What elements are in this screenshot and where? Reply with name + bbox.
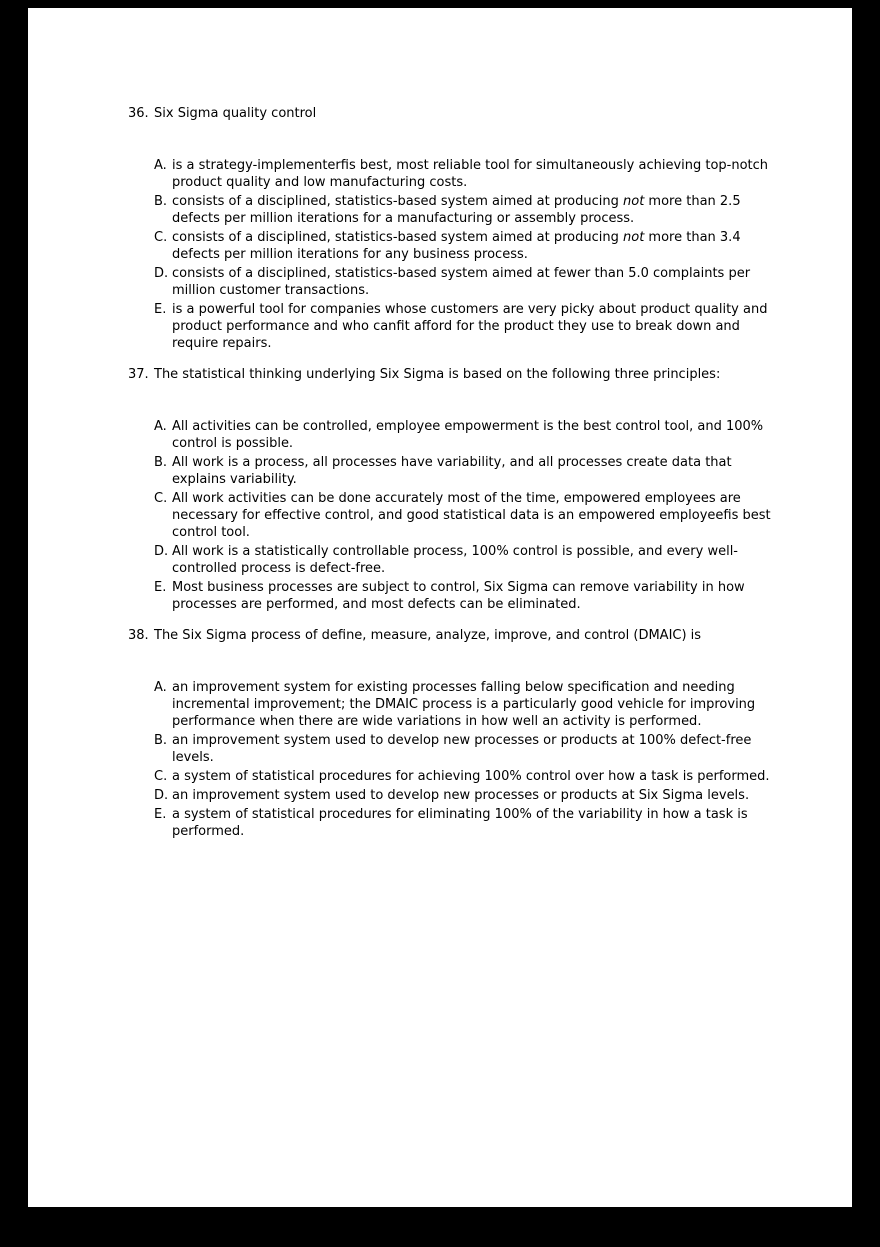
option-text: consists of a disciplined, statistics-based system aimed at fewer than 5.0 complaints per million customer transactions. (172, 266, 751, 298)
document-page (28, 8, 852, 1207)
question-number: 37. (128, 367, 149, 382)
options-list (128, 157, 780, 352)
option-text: consists of a disciplined, statistics-based system aimed at producing not more than 2.5 defects per million iterations for a manufacturing or assembly process. (172, 194, 741, 226)
option-text: an improvement system for existing processes falling below specification and needing incremental improvement; the DMAIC process is a particularly good vehicle for improving performance when there are wide variations in how well an activity is performed. (172, 680, 756, 729)
questions-container (128, 105, 832, 840)
option-text: is a strategy-implementerfis best, most reliable tool for simultaneously achieving top-notch product quality and low manufacturing costs. (172, 158, 769, 190)
option-row (154, 454, 780, 488)
option-letter: B. (154, 455, 168, 470)
options-list (128, 418, 780, 613)
question-header (128, 627, 780, 644)
option-letter: D. (154, 788, 169, 803)
option-text: an improvement system used to develop new processes or products at 100% defect-free levels. (172, 733, 752, 765)
question-title: The statistical thinking underlying Six Sigma is based on the following three principles: (154, 367, 721, 382)
option-row (154, 265, 780, 299)
question-header (128, 366, 780, 383)
option-row (154, 157, 780, 191)
document-content (28, 8, 852, 840)
option-letter: B. (154, 733, 168, 748)
option-letter: C. (154, 491, 168, 506)
option-row (154, 732, 780, 766)
question-block (128, 366, 780, 613)
option-letter: E. (154, 807, 167, 822)
question-block (128, 105, 780, 352)
question-title: Six Sigma quality control (154, 106, 317, 121)
option-row (154, 768, 780, 785)
option-text: Most business processes are subject to control, Six Sigma can remove variability in how processes are performed, and most defects can be eliminated. (172, 580, 745, 612)
option-row (154, 229, 780, 263)
option-letter: E. (154, 580, 167, 595)
option-text: All work activities can be done accurately most of the time, empowered employees are necessary for effective control, and good statistical data is an empowered employeefis best control tool. (172, 491, 771, 540)
option-text: a system of statistical procedures for achieving 100% control over how a task is performed. (172, 769, 770, 784)
question-number: 38. (128, 628, 149, 643)
option-text: consists of a disciplined, statistics-based system aimed at producing not more than 3.4 defects per million iterations for any business process. (172, 230, 741, 262)
option-letter: C. (154, 230, 168, 245)
option-text: All work is a statistically controllable process, 100% control is possible, and every well-controlled process is defect-free. (172, 544, 738, 576)
option-letter: D. (154, 544, 169, 559)
option-row (154, 301, 780, 352)
option-letter: B. (154, 194, 168, 209)
option-row (154, 579, 780, 613)
option-text: an improvement system used to develop new processes or products at Six Sigma levels. (172, 788, 750, 803)
option-text: a system of statistical procedures for eliminating 100% of the variability in how a task is performed. (172, 807, 748, 839)
question-block (128, 627, 780, 840)
option-letter: A. (154, 680, 167, 695)
option-letter: C. (154, 769, 168, 784)
option-row (154, 418, 780, 452)
question-header (128, 105, 780, 122)
option-text: All activities can be controlled, employee empowerment is the best control tool, and 100% control is possible. (172, 419, 764, 451)
italic-text: not (623, 194, 645, 209)
question-number: 36. (128, 106, 149, 121)
option-letter: A. (154, 419, 167, 434)
option-letter: D. (154, 266, 169, 281)
option-row (154, 679, 780, 730)
option-row (154, 806, 780, 840)
option-row (154, 787, 780, 804)
option-row (154, 193, 780, 227)
option-letter: A. (154, 158, 167, 173)
question-title: The Six Sigma process of define, measure, analyze, improve, and control (DMAIC) is (154, 628, 702, 643)
option-row (154, 543, 780, 577)
option-text: is a powerful tool for companies whose customers are very picky about product quality and product performance and who canfit afford for the product they use to break down and require repairs. (172, 302, 768, 351)
options-list (128, 679, 780, 840)
option-text: All work is a process, all processes have variability, and all processes create data that explains variability. (172, 455, 732, 487)
option-letter: E. (154, 302, 167, 317)
option-row (154, 490, 780, 541)
italic-text: not (623, 230, 645, 245)
